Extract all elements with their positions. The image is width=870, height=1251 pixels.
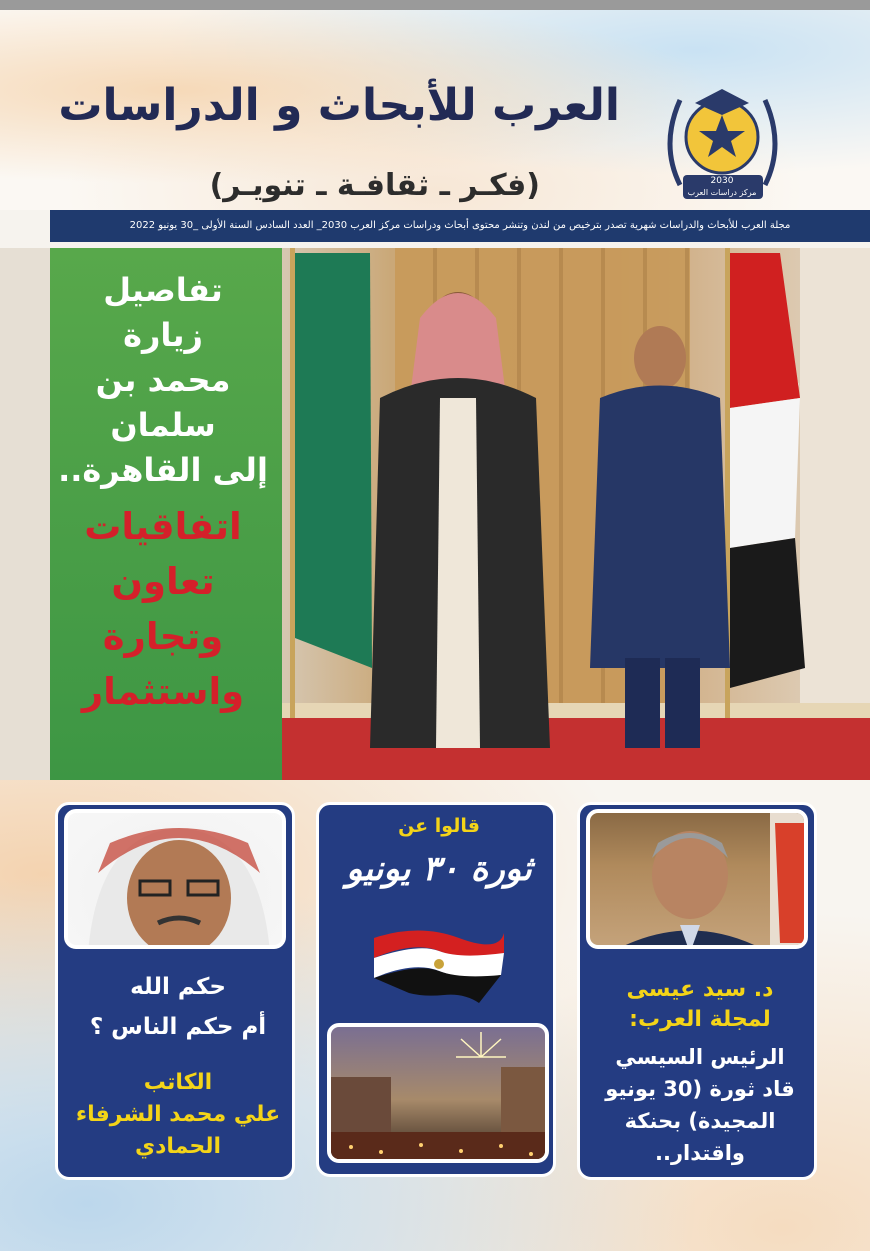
saudi-flag: [295, 253, 372, 668]
logo-text: مركز دراسات العرب: [687, 188, 757, 197]
right-quote-3: المجيدة) بحنكة: [624, 1109, 776, 1133]
feature-red-line-2: تعاون: [111, 560, 215, 603]
article-card-right[interactable]: [577, 802, 817, 1180]
feature-red-line-3: وتجارة: [102, 615, 224, 658]
egypt-flag-white: [730, 398, 800, 548]
left-author-label: الكاتب: [143, 1070, 213, 1095]
feature-red-line-4: واستثمار: [81, 670, 245, 713]
middle-heading: قالوا عن: [398, 815, 480, 837]
right-source: لمجلة العرب:: [629, 1007, 771, 1032]
egypt-flag-icon: [369, 923, 509, 1013]
person-right: [590, 386, 730, 669]
feature-line-3: محمد بن: [95, 361, 231, 399]
egypt-flag-red: [730, 253, 800, 408]
right-name: د. سيد عيسى: [626, 977, 774, 1002]
article-card-left[interactable]: [55, 802, 295, 1180]
revolution-calligraphy: ثورة ٣٠ يونيو: [346, 849, 532, 889]
egypt-flag-black: [730, 538, 805, 688]
right-quote-4: واقتدار..: [655, 1141, 745, 1165]
right-quote-1: الرئيس السيسي: [615, 1045, 785, 1069]
feature-line-5: إلى القاهرة..: [58, 451, 268, 489]
leaders-illustration: [280, 248, 870, 768]
left-headline-1: حكم الله: [130, 974, 226, 1000]
magazine-logo: [655, 75, 790, 210]
left-author-name-2: الحمادي: [134, 1134, 222, 1159]
logo-year: 2030: [710, 176, 734, 186]
interviewee-photo: [586, 809, 808, 949]
author-photo: [64, 809, 286, 949]
feature-line-4: سلمان: [110, 406, 216, 444]
masthead: [0, 10, 870, 210]
left-headline-2: أم حكم الناس ؟: [89, 1014, 267, 1040]
feature-box: [50, 248, 282, 780]
top-bar: [0, 0, 870, 10]
celebration-photo: [327, 1023, 549, 1163]
info-strip: مجلة العرب للأبحاث والدراسات شهرية تصدر بترخيص من لندن وتنشر محتوى أبحاث ودراسات مركز العرب 2030_ العدد السادس السنة الأولى _30 يونيو 2022: [50, 210, 870, 242]
right-quote-2: قاد ثورة (30 يونيو: [605, 1077, 795, 1101]
feature-line-2: زيارة: [123, 316, 203, 354]
article-card-middle[interactable]: [316, 802, 556, 1177]
left-author-name-1: علي محمد الشرفاء: [75, 1102, 281, 1127]
magazine-subtitle: (فكـر ـ ثقافـة ـ تنويـر): [209, 168, 540, 203]
feature-line-1: تفاصيل: [103, 271, 223, 309]
feature-red-line-1: اتفاقيات: [84, 505, 242, 548]
magazine-title: العرب للأبحاث و الدراسات: [58, 80, 620, 131]
